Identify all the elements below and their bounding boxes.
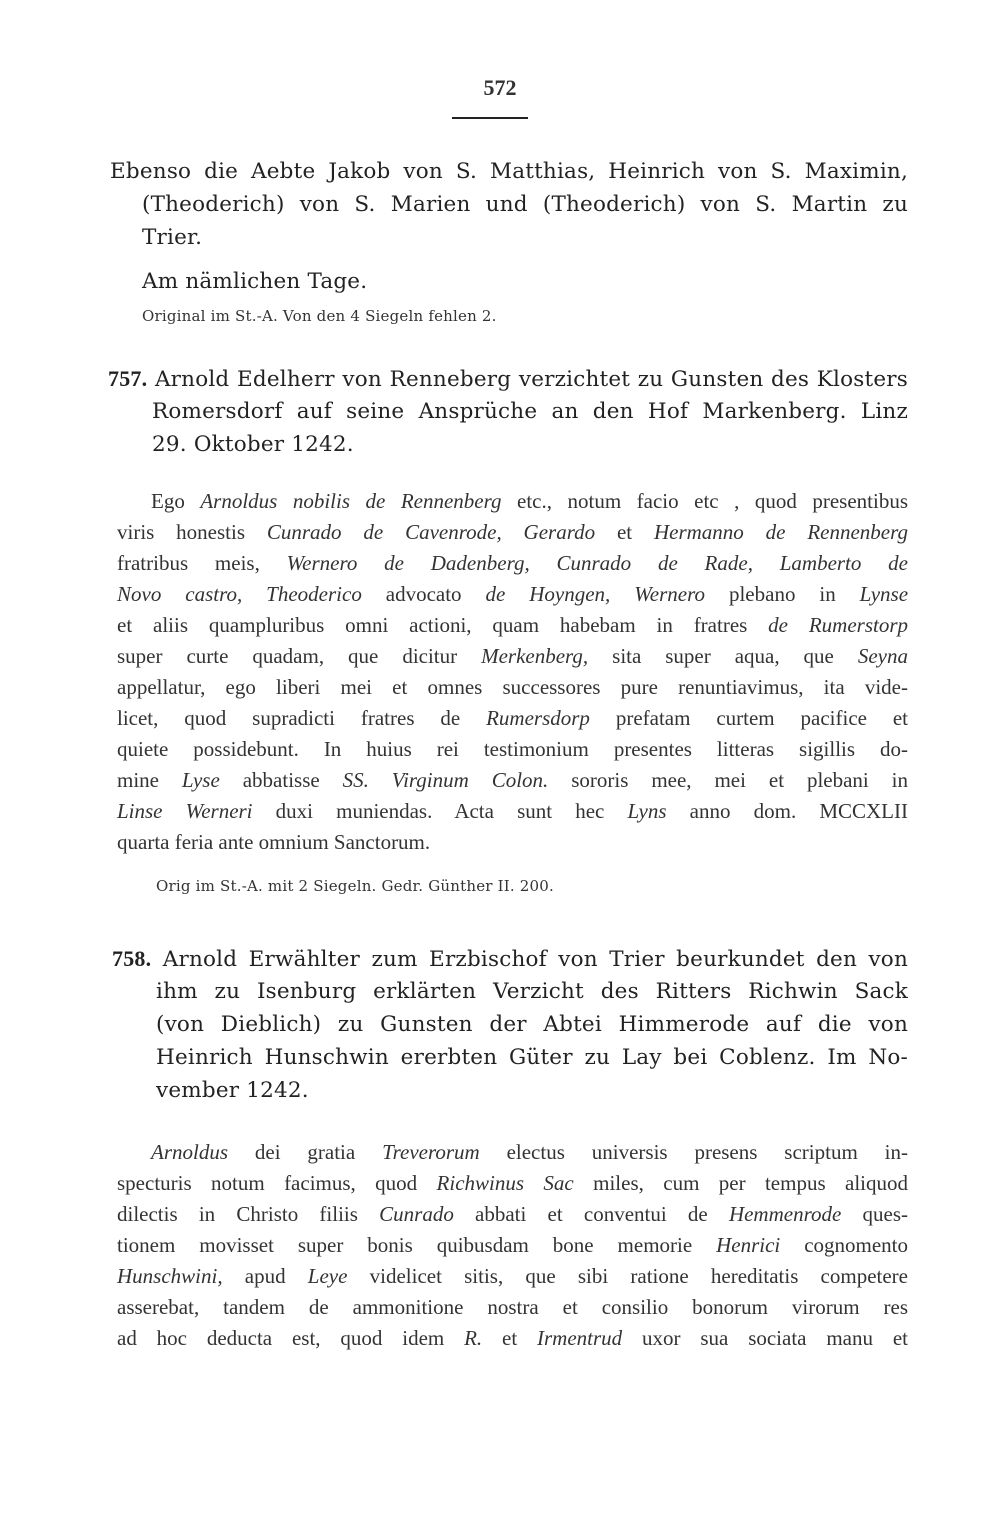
heading-text: Arnold Edelherr von Renneberg verzichtet zu Gunsten des Klosters bbox=[154, 367, 908, 392]
heading-line: Trier. bbox=[142, 225, 203, 250]
entry-number: 757. bbox=[108, 366, 148, 391]
text-line: super curte quadam, que dicitur Merkenberg, sita super aqua, que Seyna bbox=[117, 644, 908, 668]
heading-line: ihm zu Isenburg erklärten Verzicht des Ritters Richwin Sack bbox=[156, 979, 908, 1004]
note-line: Original im St.-A. Von den 4 Siegeln fehlen 2. bbox=[142, 307, 497, 325]
heading-line bbox=[108, 362, 908, 395]
heading-line: (von Dieblich) zu Gunsten der Abtei Himmerode auf die von bbox=[156, 1012, 908, 1037]
entry-number: 758. bbox=[112, 946, 152, 971]
entry-758-text bbox=[117, 1137, 908, 1354]
page-number: 572 bbox=[483, 75, 517, 100]
heading-line: Ebenso die Aebte Jakob von S. Matthias, Heinrich von S. Maximin, bbox=[110, 159, 908, 184]
heading-line: (Theoderich) von S. Marien und (Theoderich) von S. Martin zu bbox=[142, 192, 908, 217]
text-line: ad hoc deducta est, quod idem R. et Irmentrud uxor sua sociata manu et bbox=[117, 1326, 908, 1350]
text-line: quarta feria ante omnium Sanctorum. bbox=[117, 830, 431, 854]
heading-line: vember 1242. bbox=[156, 1078, 309, 1103]
text-line: Linse Werneri duxi muniendas. Acta sunt hec Lyns anno dom. MCCXLII bbox=[117, 799, 908, 823]
text-line: appellatur, ego liberi mei et omnes successores pure renuntiavimus, ita vide- bbox=[117, 675, 908, 699]
entry-757-note bbox=[156, 870, 922, 903]
text-line: tionem movisset super bonis quibusdam bone memorie Henrici cognomento bbox=[117, 1233, 909, 1257]
page-number-rule bbox=[452, 117, 528, 119]
heading-line: 29. Oktober 1242. bbox=[152, 432, 354, 457]
text-line: mine Lyse abbatisse SS. Virginum Colon. sororis mee, mei et plebani in bbox=[117, 768, 909, 792]
text-line: dilectis in Christo filiis Cunrado abbati et conventui de Hemmenrode ques- bbox=[117, 1202, 908, 1226]
note-line: Orig im St.-A. mit 2 Siegeln. Gedr. Günther II. 200. bbox=[156, 877, 554, 895]
prev-entry-heading bbox=[110, 155, 908, 254]
heading-line bbox=[112, 942, 908, 975]
text-line: licet, quod supradicti fratres de Rumersdorp prefatam curtem pacifice et bbox=[117, 706, 909, 730]
text-line: Hunschwini, apud Leye videlicet sitis, que sibi ratione hereditatis competere bbox=[117, 1264, 908, 1288]
entry-757-text bbox=[117, 486, 908, 858]
heading-line: Romersdorf auf seine Ansprüche an den Hof Markenberg. Linz bbox=[152, 399, 908, 424]
prev-entry-note bbox=[142, 300, 908, 333]
entry-758-heading bbox=[112, 942, 908, 1107]
text-line: viris honestis Cunrado de Cavenrode, Gerardo et Hermanno de Rennenberg bbox=[117, 520, 909, 544]
text-line: specturis notum facimus, quod Richwinus Sac miles, cum per tempus aliquod bbox=[117, 1171, 908, 1195]
text-line: quiete possidebunt. In huius rei testimonium presentes litteras sigillis do- bbox=[117, 737, 908, 761]
date-line: Am nämlichen Tage. bbox=[142, 269, 368, 294]
text-line: Ego Arnoldus nobilis de Rennenberg etc., notum facio etc , quod presentibus bbox=[151, 489, 908, 513]
prev-entry-date bbox=[142, 265, 908, 298]
text-line: Arnoldus dei gratia Treverorum electus universis presens scriptum in- bbox=[151, 1140, 908, 1164]
text-line: Novo castro, Theoderico advocato de Hoyngen, Wernero plebano in Lynse bbox=[117, 582, 909, 606]
heading-text: Arnold Erwählter zum Erzbischof von Trier beurkundet den von bbox=[162, 947, 908, 972]
text-line: asserebat, tandem de ammonitione nostra et consilio bonorum virorum res bbox=[117, 1295, 908, 1319]
text-line: et aliis quampluribus omni actioni, quam habebam in fratres de Rumerstorp bbox=[117, 613, 908, 637]
heading-line: Heinrich Hunschwin ererbten Güter zu Lay bei Coblenz. Im No- bbox=[156, 1045, 908, 1070]
text-line: fratribus meis, Wernero de Dadenberg, Cunrado de Rade, Lamberto de bbox=[117, 551, 908, 575]
entry-757-heading bbox=[108, 362, 908, 461]
